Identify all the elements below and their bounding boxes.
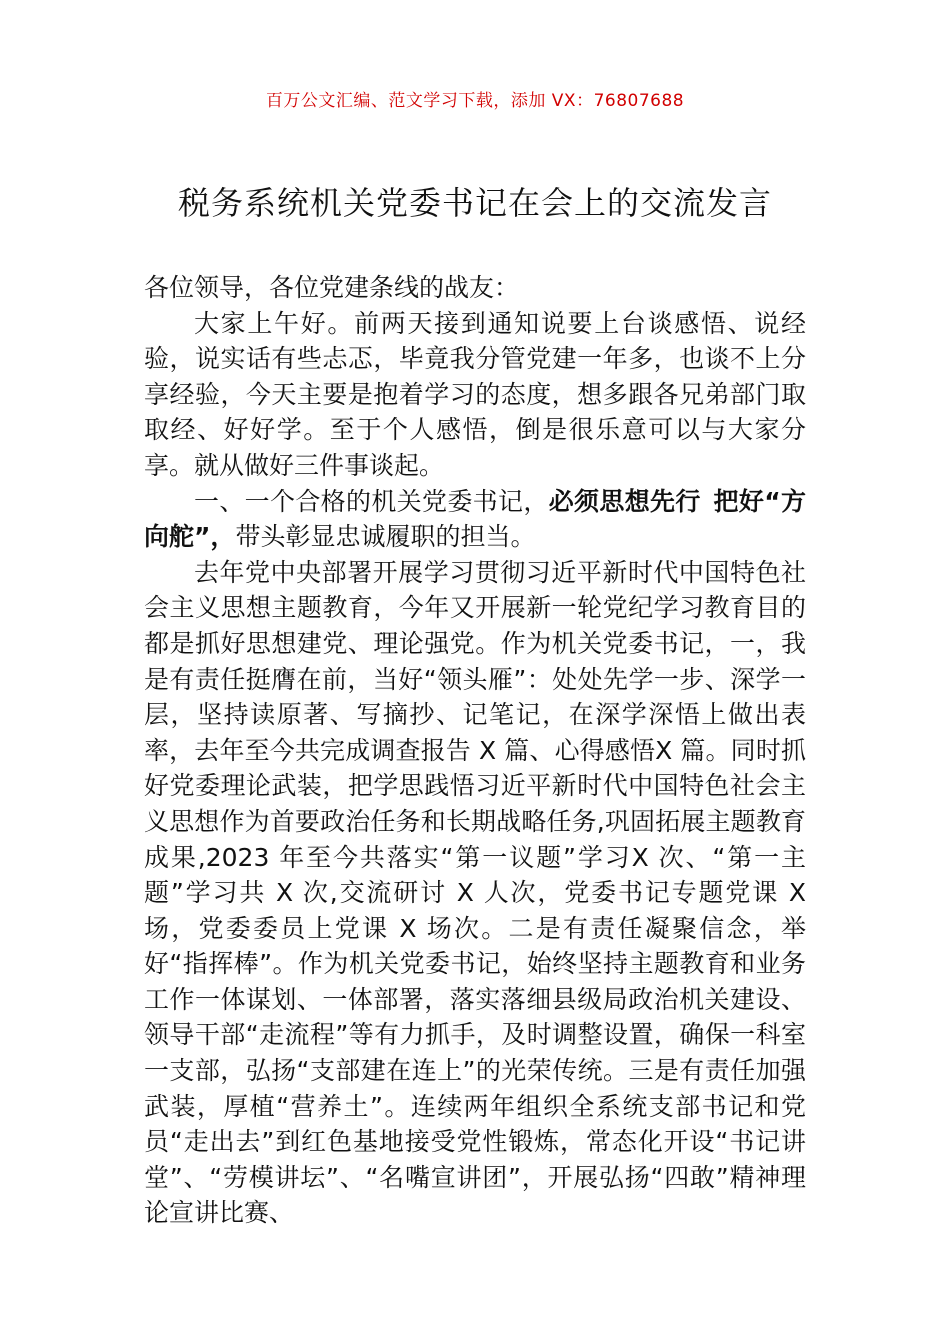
- paragraph-opening: 大家上午好。前两天接到通知说要上台谈感悟、说经验，说实话有些忐忑，毕竟我分管党建一年多，也谈不上分享经验，今天主要是抱着学习的态度，想多跟各兄弟部门取取经、好好学。至于个人感悟，倒是很乐意可以与大家分享。就从做好三件事谈起。: [144, 308, 806, 480]
- section-heading-1-part-c: 把好“方向舵”，: [144, 486, 806, 552]
- page-title: 税务系统机关党委书记在会上的交流发言: [177, 184, 772, 222]
- section-heading-1-part-a: 一、一个合格的机关党委书记，: [194, 486, 549, 516]
- document-body: [144, 270, 806, 1231]
- salutation: 各位领导，各位党建条线的战友：: [144, 273, 520, 302]
- section-heading-1-part-d: 带头彰显忠诚履职的担当。: [235, 522, 536, 552]
- section-heading-1-part-b: 必须思想先行: [548, 486, 701, 516]
- header-notice: 百万公文汇编、范文学习下载，添加 VX：76807688: [265, 91, 685, 111]
- paragraph-body: 去年党中央部署开展学习贯彻习近平新时代中国特色社会主义思想主题教育，今年又开展新一轮党纪学习教育目的都是抓好思想建党、理论强党。作为机关党委书记，一，我是有责任挺膺在前，当好“领头雁”：处处先学一步、深学一层，坚持读原著、写摘抄、记笔记，在深学深悟上做出表率，去年至今共完成调查报告 X 篇、心得感悟X 篇。同时抓好党委理论武装，把学思践悟习近平新时代中国特色社会主义思想作为首要政治任务和长期战略任务,巩固拓展主题教育成果,2023 年至今共落实“第一议题”学习X 次、“第一主题”学习共 X 次,交流研讨 X 人次，党委书记专题党课 X 场，党委委员上党课 X 场次。二是有责任凝聚信念，举好“指挥棒”。作为机关党委书记，始终坚持主题教育和业务工作一体谋划、一体部署，落实落细县级局政治机关建设、领导干部“走流程”等有力抓手，及时调整设置，确保一科室一支部，弘扬“支部建在连上”的光荣传统。三是有责任加强武装，厚植“营养土”。连续两年组织全系统支部书记和党员“走出去”到红色基地接受党性锻炼，常态化开设“书记讲堂”、“劳模讲坛”、“名嘴宣讲团”，开展弘扬“四敢”精神理论宣讲比赛、: [144, 557, 806, 1228]
- section-heading-1: [144, 484, 806, 555]
